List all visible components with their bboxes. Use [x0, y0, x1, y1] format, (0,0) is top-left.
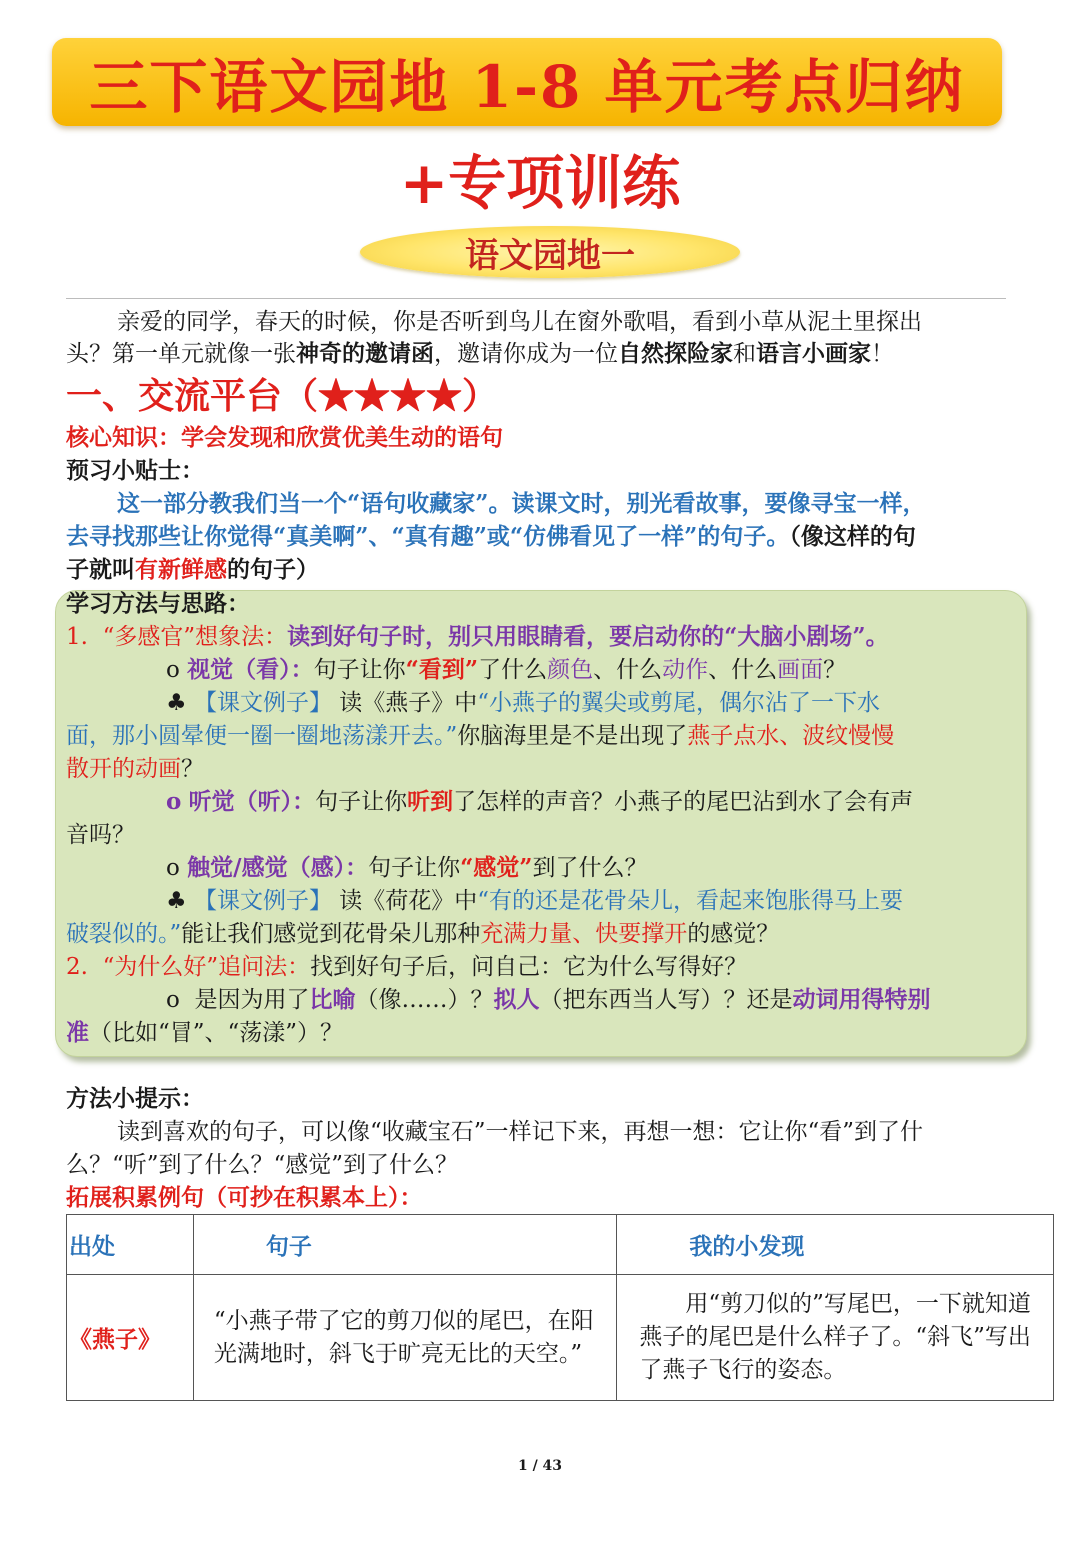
table-cell-finding: 用“剪刀似的”写尾巴，一下就知道燕子的尾巴是什么样子了。“斜飞”写出了燕子飞行的姿态。 — [617, 1275, 1054, 1401]
table-row — [67, 1275, 1054, 1401]
title-banner — [52, 38, 1002, 126]
method-2 — [66, 951, 747, 983]
why-keyword: 拟人 — [493, 986, 540, 1013]
example-1-line-1 — [166, 687, 880, 719]
sense-hear-cont: 音吗？ — [66, 822, 135, 848]
club-icon: ♣ — [166, 888, 187, 914]
sense-label: 视觉（看）： — [187, 656, 314, 683]
section-pill — [360, 226, 740, 278]
hint-line-1: 读到喜欢的句子，可以像“收藏宝石”一样记下来，再想一想：它让你“看”到了什 — [117, 1119, 924, 1145]
tips-line-3 — [66, 554, 319, 586]
example-quote: “有的还是花骨朵儿，看起来饱胀得马上要 — [477, 888, 904, 914]
hint-label: 方法小提示： — [66, 1085, 204, 1112]
intro-text: ！ — [871, 341, 894, 367]
sense-text: ？ — [823, 657, 847, 683]
sense-highlight: “看到” — [405, 656, 479, 683]
tips-text: 子就叫 — [66, 556, 135, 583]
sense-text: 、什么 — [593, 657, 663, 683]
tips-text: 去寻找那些让你觉得“真美啊”、“真有趣”或“仿佛看见了一样”的句子。 — [66, 523, 790, 550]
table-header-cell: 我的小发现 — [617, 1215, 1054, 1275]
example-table — [66, 1214, 1054, 1401]
table-header-cell: 出处 — [67, 1215, 194, 1275]
section-heading: 一、交流平台（★★★★） — [66, 375, 499, 417]
extend-label: 拓展积累例句（可抄在积累本上）： — [66, 1184, 423, 1211]
example-1-line-2 — [66, 720, 894, 752]
why-keyword: 动词用得特别 — [792, 986, 931, 1013]
why-keyword: 准 — [66, 1019, 89, 1046]
sense-label: 听觉（听）： — [188, 788, 316, 815]
sense-text: 了什么 — [478, 657, 548, 683]
intro-text: ，邀请你成为一位 — [434, 341, 618, 367]
example-1-line-3 — [66, 753, 204, 785]
method-number: 2. — [66, 954, 88, 980]
intro-text: 和 — [733, 341, 756, 367]
method-number: 1. — [66, 624, 88, 650]
example-highlight: 散开的动画 — [66, 756, 181, 782]
table-header-cell: 句子 — [193, 1215, 617, 1275]
example-highlight: 燕子点水、波纹慢慢 — [687, 723, 895, 749]
sense-text: 到了什么？ — [532, 855, 648, 881]
why-text: 是因为用了 — [194, 987, 310, 1013]
divider — [66, 298, 1006, 299]
sense-text: 句子让你 — [313, 657, 406, 683]
table-cell-source: 《燕子》 — [67, 1275, 194, 1401]
page-number: 1 / 43 — [517, 1458, 563, 1474]
club-icon: ♣ — [166, 690, 187, 716]
example-text: 读《荷花》中 — [339, 888, 478, 914]
method-desc: 找到好句子后，问自己：它为什么写得好？ — [310, 954, 748, 980]
example-label: 【课文例子】 — [193, 690, 332, 716]
bullet-icon: o — [166, 987, 180, 1013]
intro-bold: 神奇的邀请函 — [296, 340, 434, 367]
methods-label: 学习方法与思路： — [66, 590, 250, 617]
section-pill-label: 语文园地一 — [465, 235, 635, 276]
tips-line-2 — [66, 521, 916, 553]
example-quote: “小燕子的翼尖或剪尾，偶尔沾了一下水 — [477, 690, 881, 716]
sense-touch — [166, 852, 648, 884]
method-name: “为什么好”追问法： — [102, 954, 311, 980]
method-1 — [66, 621, 889, 653]
why-text: （把东西当人写）？还是 — [539, 987, 793, 1013]
intro-line-1: 亲爱的同学，春天的时候，你是否听到鸟儿在窗外歌唱，看到小草从泥土里探出 — [117, 309, 922, 335]
why-line-1 — [166, 984, 930, 1016]
sense-keyword: 动作 — [662, 657, 709, 683]
hint-line-2: 么？“听”到了什么？“感觉”到了什么？ — [66, 1152, 459, 1178]
intro-line-2 — [66, 338, 894, 370]
tips-text: 的句子） — [227, 556, 319, 583]
tips-text: （像这样的句 — [789, 523, 916, 550]
sense-keyword: 画面 — [777, 657, 824, 683]
example-quote: 破裂似的。” — [66, 921, 182, 947]
sense-text: 句子让你 — [315, 789, 408, 815]
method-desc: 读到好句子时，别只用眼睛看，要启动你的“大脑小剧场”。 — [287, 623, 889, 650]
example-text: ？ — [181, 756, 204, 782]
bullet-icon: o — [166, 855, 180, 881]
core-knowledge: 核心知识：学会发现和欣赏优美生动的语句 — [66, 424, 503, 451]
why-keyword: 比喻 — [309, 986, 356, 1013]
example-text: 你脑海里是不是出现了 — [457, 723, 688, 749]
sense-text: 了怎样的声音？小燕子的尾巴沾到水了会有声 — [453, 789, 914, 815]
intro-text: 头？第一单元就像一张 — [66, 341, 296, 367]
bullet-icon: o — [166, 788, 182, 815]
table-header-row — [67, 1215, 1054, 1275]
sense-hear — [166, 786, 913, 818]
example-quote: 面，那小圆晕便一圈一圈地荡漾开去。” — [66, 723, 458, 749]
intro-bold: 自然探险家 — [618, 340, 733, 367]
sense-label: 触觉/感觉（感）： — [187, 854, 369, 881]
example-highlight: 充满力量、快要撑开 — [480, 921, 688, 947]
tips-label: 预习小贴士： — [66, 457, 204, 484]
sense-see — [166, 654, 846, 686]
why-text: （比如“冒”、“荡漾”）？ — [89, 1020, 344, 1046]
sense-highlight: “感觉” — [460, 854, 533, 881]
example-label: 【课文例子】 — [193, 888, 332, 914]
table-cell-sentence: “小燕子带了它的剪刀似的尾巴，在阳光满地时，斜飞于旷亮无比的天空。” — [193, 1275, 617, 1401]
example-2-line-1 — [166, 885, 903, 917]
page-title: 三下语文园地 1-8 单元考点归纳 — [89, 53, 965, 121]
why-line-2 — [66, 1017, 343, 1049]
page-subtitle: +专项训练 — [399, 149, 681, 217]
sense-text: 、什么 — [708, 657, 778, 683]
example-text: 读《燕子》中 — [339, 690, 478, 716]
sense-keyword: 颜色 — [547, 657, 594, 683]
why-text: （像……）？ — [355, 987, 494, 1013]
sense-highlight: 听到 — [407, 788, 454, 815]
example-2-line-2 — [66, 918, 779, 950]
sense-text: 句子让你 — [368, 855, 461, 881]
tips-line-1: 这一部分教我们当一个“语句收藏家”。读课文时，别光看故事，要像寻宝一样， — [117, 490, 926, 517]
intro-bold: 语言小画家 — [756, 340, 871, 367]
example-text: 能让我们感觉到花骨朵儿那种 — [181, 921, 481, 947]
method-name: “多感官”想象法： — [102, 624, 288, 650]
tips-highlight: 有新鲜感 — [135, 556, 227, 583]
bullet-icon: o — [166, 657, 180, 683]
example-text: 的感觉？ — [687, 921, 780, 947]
